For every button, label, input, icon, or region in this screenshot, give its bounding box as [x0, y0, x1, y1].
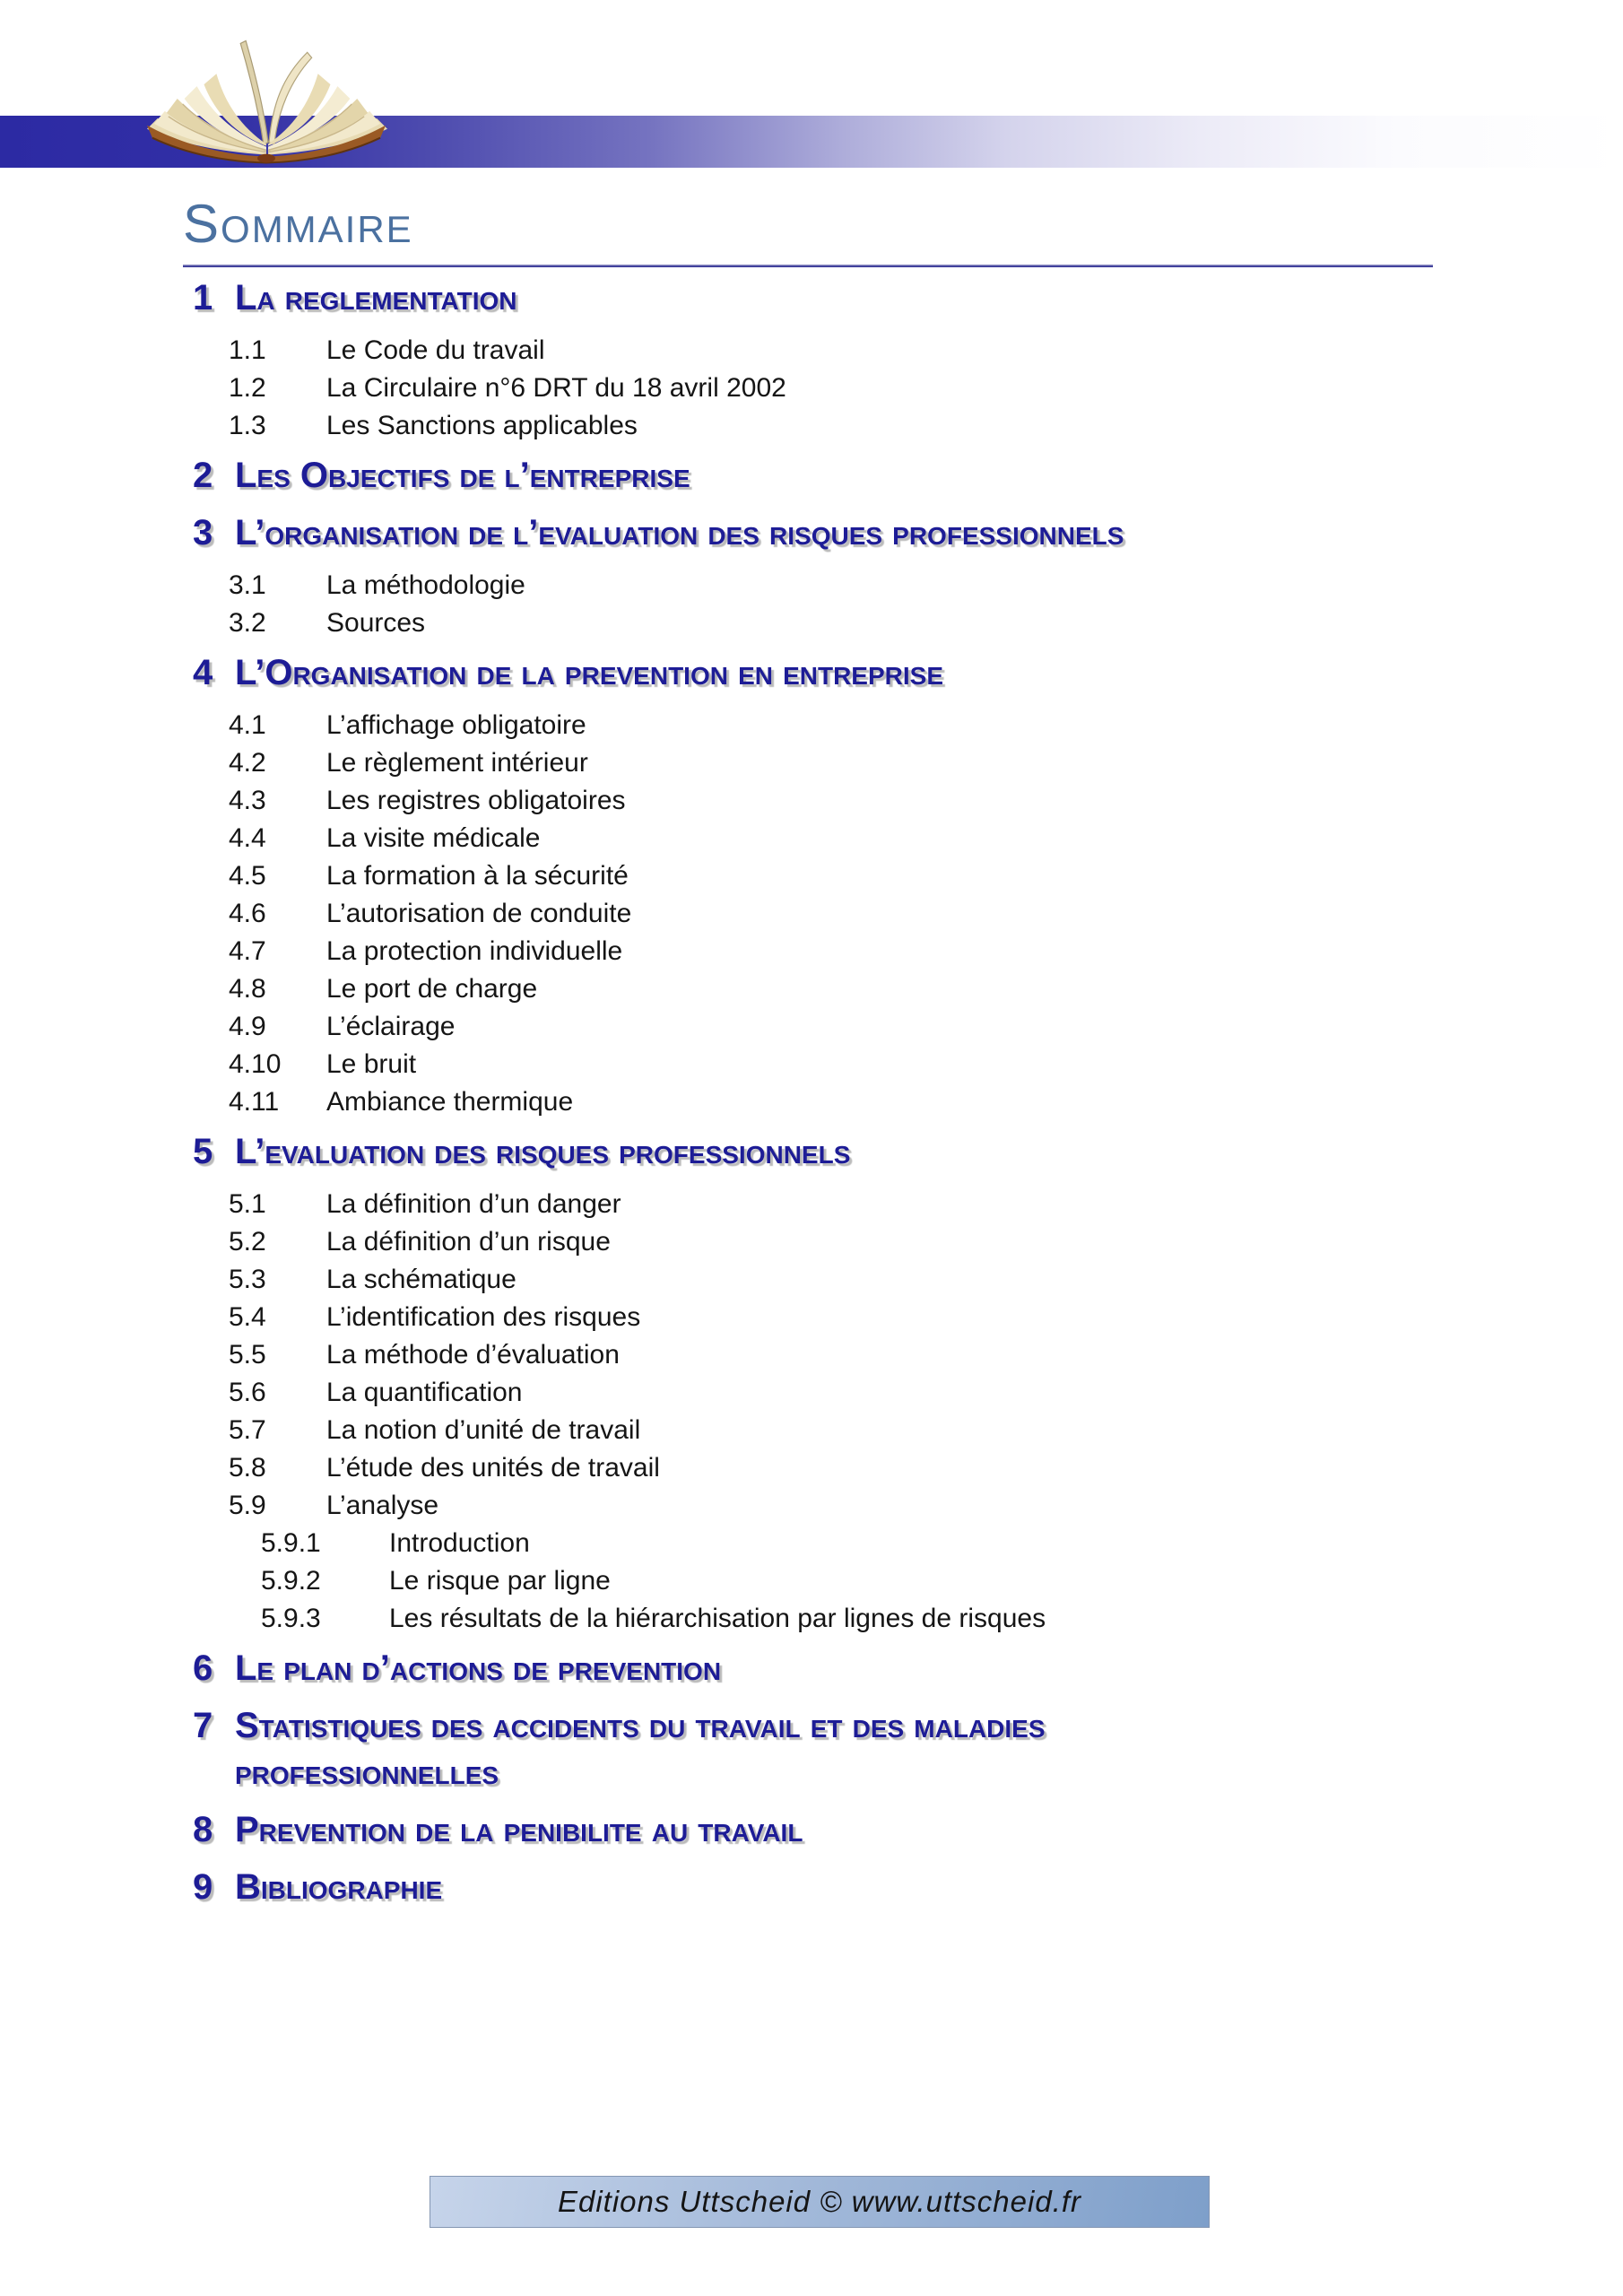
toc-entry-5.5: [183, 1336, 1433, 1374]
section-number: 1: [193, 278, 213, 317]
entry-label: L’étude des unités de travail: [326, 1453, 660, 1483]
section-heading-1: [183, 274, 1433, 321]
toc-entry-5.9.3: [183, 1600, 1433, 1638]
section-heading-9: [183, 1864, 1433, 1910]
entry-label: Les registres obligatoires: [326, 786, 626, 815]
toc-entry-4.6: [183, 895, 1433, 933]
entry-number: 5.9.3: [261, 1604, 321, 1633]
entry-label: La formation à la sécurité: [326, 861, 629, 891]
entry-label: La visite médicale: [326, 823, 541, 853]
toc-entry-3.2: [183, 604, 1433, 642]
section-number: 7: [193, 1706, 213, 1745]
toc-entry-4.1: [183, 707, 1433, 744]
entry-label: L’analyse: [326, 1491, 439, 1520]
entry-label: La définition d’un danger: [326, 1189, 621, 1219]
entry-number: 5.8: [229, 1453, 266, 1483]
toc-entry-5.2: [183, 1223, 1433, 1261]
toc-entry-1.3: [183, 407, 1433, 445]
entry-label: Le Code du travail: [326, 335, 545, 365]
toc-entry-5.9.1: [183, 1525, 1433, 1562]
section-heading-4: [183, 649, 1433, 696]
toc-entry-5.9.2: [183, 1562, 1433, 1600]
entry-number: 1.2: [229, 373, 266, 403]
entry-label: Le bruit: [326, 1049, 417, 1079]
section-heading-7: [183, 1702, 1433, 1796]
section-number: 2: [193, 456, 213, 495]
toc-entry-4.4: [183, 820, 1433, 857]
entry-number: 5.7: [229, 1415, 266, 1445]
toc-entry-4.5: [183, 857, 1433, 895]
toc-entry-5.9: [183, 1487, 1433, 1525]
toc-entry-5.3: [183, 1261, 1433, 1299]
entry-label: Le règlement intérieur: [326, 748, 588, 778]
entry-number: 5.1: [229, 1189, 266, 1219]
entry-number: 4.8: [229, 974, 266, 1004]
entry-label: Les résultats de la hiérarchisation par lignes de risques: [389, 1604, 1046, 1633]
section-number: 5: [193, 1132, 213, 1171]
entry-number: 1.3: [229, 411, 266, 440]
footer-bar: [430, 2176, 1210, 2228]
toc-entry-3.1: [183, 567, 1433, 604]
toc-entry-5.6: [183, 1374, 1433, 1412]
section-number: 8: [193, 1810, 213, 1849]
section-title: Bibliographie: [235, 1867, 443, 1907]
toc-entry-4.3: [183, 782, 1433, 820]
entry-label: La schématique: [326, 1265, 516, 1294]
section-number: 9: [193, 1867, 213, 1907]
toc-entry-5.8: [183, 1449, 1433, 1487]
entry-label: Introduction: [389, 1528, 530, 1558]
section-title: Le plan d’actions de prevention: [235, 1648, 722, 1688]
section-title: L’organisation de l’evaluation des risques professionnels: [235, 513, 1124, 552]
toc-entry-1.2: [183, 370, 1433, 407]
entry-label: Ambiance thermique: [326, 1087, 574, 1117]
section-title: Prevention de la penibilite au travail: [235, 1810, 803, 1849]
entry-label: Les Sanctions applicables: [326, 411, 638, 440]
entry-label: La notion d’unité de travail: [326, 1415, 641, 1445]
entry-number: 3.1: [229, 570, 266, 600]
entry-label: La méthodologie: [326, 570, 525, 600]
entry-number: 4.2: [229, 748, 266, 778]
entry-number: 4.9: [229, 1012, 266, 1041]
section-heading-3: [183, 509, 1433, 556]
entry-number: 4.4: [229, 823, 266, 853]
entry-number: 4.11: [229, 1087, 280, 1117]
summary-content: [183, 193, 1433, 1921]
section-heading-6: [183, 1645, 1433, 1692]
entry-label: La quantification: [326, 1378, 523, 1407]
entry-label: L’affichage obligatoire: [326, 710, 586, 740]
toc-entry-4.11: [183, 1083, 1433, 1121]
entry-label: La Circulaire n°6 DRT du 18 avril 2002: [326, 373, 786, 403]
entry-number: 5.9.1: [261, 1528, 321, 1558]
entry-label: La protection individuelle: [326, 936, 623, 966]
toc-entry-4.2: [183, 744, 1433, 782]
entry-label: Le risque par ligne: [389, 1566, 611, 1596]
entry-number: 3.2: [229, 608, 266, 638]
section-heading-5: [183, 1128, 1433, 1175]
entry-label: Sources: [326, 608, 426, 638]
entry-number: 4.10: [229, 1049, 282, 1079]
entry-number: 4.5: [229, 861, 266, 891]
title-divider-rule: [183, 265, 1433, 267]
entry-label: L’identification des risques: [326, 1302, 641, 1332]
section-heading-8: [183, 1806, 1433, 1853]
toc-entry-4.10: [183, 1046, 1433, 1083]
entry-number: 5.2: [229, 1227, 266, 1257]
toc-entry-5.4: [183, 1299, 1433, 1336]
section-title: L’evaluation des risques professionnels: [235, 1132, 851, 1171]
section-heading-2: [183, 452, 1433, 499]
entry-number: 5.9: [229, 1491, 266, 1520]
entry-number: 5.3: [229, 1265, 266, 1294]
open-book-icon: [142, 36, 391, 166]
toc-entry-4.7: [183, 933, 1433, 970]
section-title: Les Objectifs de l’entreprise: [235, 456, 690, 495]
footer-text: Editions Uttscheid © www.uttscheid.fr: [557, 2185, 1082, 2218]
section-title: L’Organisation de la prevention en entreprise: [235, 653, 944, 692]
toc-entry-4.8: [183, 970, 1433, 1008]
section-title: Statistiques des accidents du travail et des maladies professionnelles: [235, 1706, 1046, 1792]
entry-label: L’autorisation de conduite: [326, 899, 632, 928]
section-number: 4: [193, 653, 213, 692]
section-number: 3: [193, 513, 213, 552]
entry-number: 5.9.2: [261, 1566, 321, 1596]
section-number: 6: [193, 1648, 213, 1688]
toc-entry-5.1: [183, 1186, 1433, 1223]
toc-entry-1.1: [183, 332, 1433, 370]
entry-number: 5.6: [229, 1378, 266, 1407]
entry-number: 5.4: [229, 1302, 266, 1332]
entry-label: La méthode d’évaluation: [326, 1340, 620, 1370]
entry-number: 4.7: [229, 936, 266, 966]
entry-label: L’éclairage: [326, 1012, 456, 1041]
entry-number: 4.6: [229, 899, 266, 928]
entry-label: Le port de charge: [326, 974, 538, 1004]
toc: [183, 274, 1433, 1910]
entry-label: La définition d’un risque: [326, 1227, 611, 1257]
entry-number: 5.5: [229, 1340, 266, 1370]
toc-entry-5.7: [183, 1412, 1433, 1449]
section-title: La reglementation: [235, 278, 517, 317]
page-title: Sommaire: [183, 194, 413, 254]
entry-number: 4.3: [229, 786, 266, 815]
entry-number: 1.1: [229, 335, 266, 365]
toc-entry-4.9: [183, 1008, 1433, 1046]
entry-number: 4.1: [229, 710, 266, 740]
